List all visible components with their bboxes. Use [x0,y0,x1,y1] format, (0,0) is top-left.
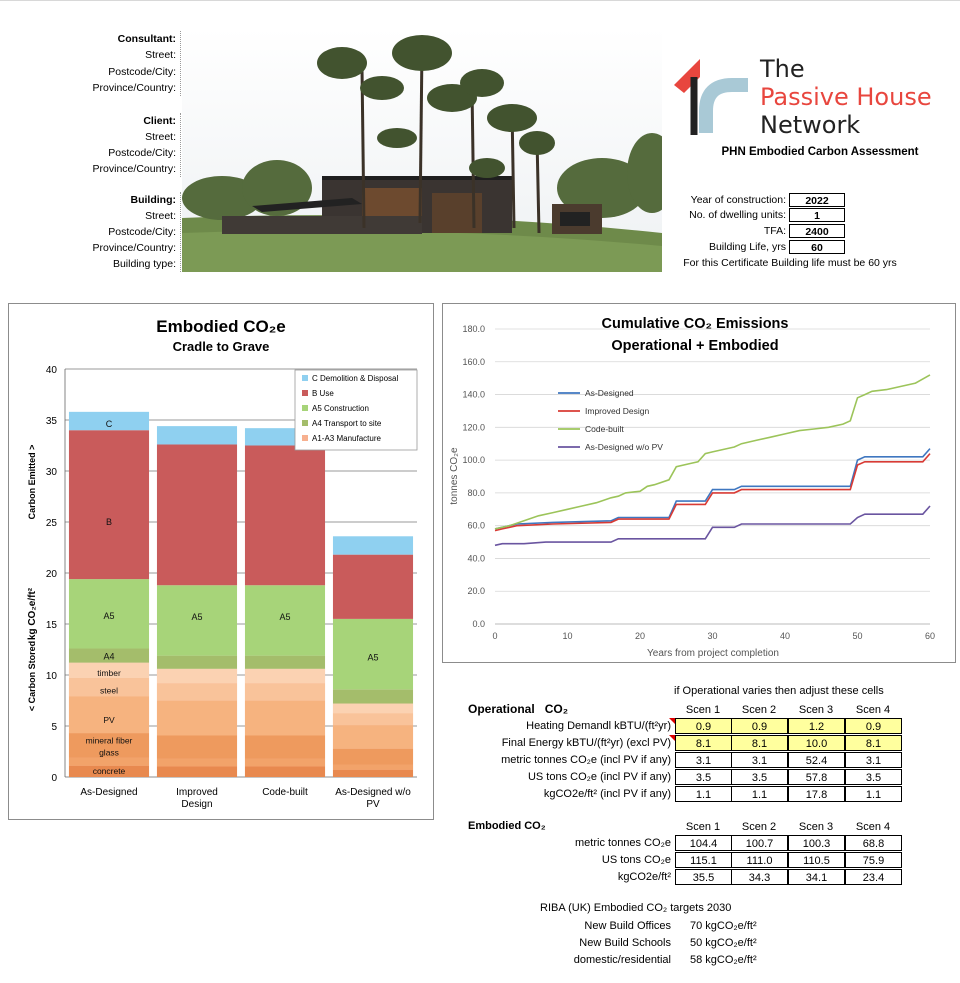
line-legend-item: As-Designed w/o PV [585,442,663,452]
line-y-tick: 120.0 [462,422,485,433]
operational-header: Scen 2 [741,704,777,716]
line-x-tick: 10 [562,631,573,641]
bar-y-tick: 30 [45,467,57,478]
bar-category-label: Code-built [262,787,308,798]
cumulative-line-chart [443,304,955,662]
bar-legend-swatch [302,420,308,426]
line-y-tick: 80.0 [467,487,485,498]
bar-y-tick: 20 [45,569,57,580]
operational-row-label: Heating Demandl kBTU/(ft²yr) [526,720,671,732]
line-x-tick: 50 [852,631,863,641]
client-country-label: Province/Country: [92,163,176,175]
top-border [0,0,960,1]
operational-header: Scen 4 [855,704,891,716]
operational-cell[interactable]: 8.1 [731,735,788,751]
line-y-tick: 100.0 [462,455,485,466]
bar-annotation: A5 [103,610,115,621]
operational-cell[interactable]: 0.9 [675,718,732,734]
bar-segment-b [69,430,149,579]
bar-y-tick: 5 [51,722,57,733]
manufacture-material-band [69,758,149,766]
building-life-value[interactable]: 60 [789,240,845,254]
operational-cell: 52.4 [788,752,845,768]
riba-row-value: 70 kgCO₂e/ft² [690,920,757,932]
embodied-cell: 110.5 [788,852,845,868]
embodied-header: Scen 4 [855,821,891,833]
bar-legend-item: B Use [312,389,334,398]
bar-category-line: As-Designed w/o [335,787,411,798]
client-street-label: Street: [145,131,176,143]
comment-marker-icon [669,735,675,741]
cumulative-chart-panel [442,303,956,663]
operational-row-label: Final Energy kBTU/(ft²yr) (excl PV) [501,737,671,749]
bar-segment-a4 [157,656,237,669]
manufacture-material-band [333,765,413,770]
embodied-header: Scen 2 [741,821,777,833]
embodied-cell: 23.4 [845,869,902,885]
operational-cell: 1.1 [675,786,732,802]
bar-segment-b [245,446,325,586]
line-y-tick: 160.0 [462,356,485,367]
bar-segment-c [157,426,237,444]
bar-annotation: A4 [103,651,115,662]
line-y-tick: 20.0 [467,586,485,597]
operational-cell[interactable]: 8.1 [845,735,902,751]
line-legend-item: Code-built [585,424,624,434]
bar-y-tick: 40 [45,365,57,376]
manufacture-material-band [157,766,237,777]
operational-title [468,702,568,716]
bar-legend-item: A5 Construction [312,404,369,413]
bar-y-tick: 25 [45,518,57,529]
bar-segment-a4 [333,689,413,703]
line-legend-item: Improved Design [585,406,650,416]
operational-header: Scen 3 [798,704,834,716]
bar-legend-item: A4 Transport to site [312,419,382,428]
manufacture-material-band [245,766,325,777]
line-chart-legend [558,388,663,452]
line-y-tick: 0.0 [472,619,485,629]
bar-category-line: Design [181,799,213,810]
manufacture-material-band [157,701,237,736]
line-chart-title: Cumulative CO₂ Emissions [601,316,789,332]
bar-y-tick: 10 [45,671,57,682]
embodied-header: Scen 1 [685,821,721,833]
line-y-tick: 140.0 [462,389,485,400]
bar-y-tick: 15 [45,620,57,631]
riba-row-value: 58 kgCO₂e/ft² [690,954,757,966]
bar-category-line: Improved [176,787,218,798]
manufacture-material-band [333,770,413,777]
bar-y-tick: 0 [51,773,57,784]
tfa-value[interactable]: 2400 [789,224,845,238]
line-x-tick: 40 [779,631,791,641]
line-legend-item: As-Designed [585,388,634,398]
manufacture-material-band [333,725,413,749]
line-x-tick: 0 [492,631,498,641]
operational-cell: 1.1 [845,786,902,802]
bar-chart-subtitle: Cradle to Grave [172,339,270,354]
building-type-label: Building type: [112,258,176,270]
embodied-cell: 35.5 [675,869,732,885]
consultant-street-label: Street: [145,49,176,61]
building-street-label: Street: [145,210,176,222]
bar-annotation: B [105,517,113,527]
operational-cell: 57.8 [788,769,845,785]
operational-title-text: Operational [468,702,535,716]
riba-row-label: New Build Schools [579,937,671,949]
manufacture-material-band [245,735,325,758]
line-series-as-designed [495,449,930,529]
building-life-label: Building Life, yrs [708,241,786,253]
consultant-city-label: Postcode/City: [108,66,176,78]
bar-annotation: glass [99,747,119,758]
embodied-cell: 68.8 [845,835,902,851]
operational-cell[interactable]: 1.2 [788,718,845,734]
building-city-label: Postcode/City: [108,226,176,238]
logo-line-network: Network [760,111,861,139]
riba-row-label: New Build Offices [584,920,671,932]
riba-row-value: 50 kgCO₂e/ft² [690,937,757,949]
line-x-tick: 20 [634,631,646,641]
building-country-label: Province/Country: [92,242,176,254]
client-title: Client: [143,115,176,127]
consultant-country-label: Province/Country: [92,82,176,94]
year-value[interactable]: 2022 [789,193,845,207]
bar-annotation: A5 [367,652,379,663]
operational-row-label: kgCO2e/ft² (incl PV if any) [543,788,671,800]
riba-row-label: domestic/residential [573,954,671,966]
building-title: Building: [130,194,176,206]
bar-annotation: mineral fiber [85,735,133,746]
logo-line-the: The [760,55,805,83]
operational-hint: if Operational varies then adjust these cells [674,685,884,697]
embodied-cell: 100.7 [731,835,788,851]
operational-cell: 17.8 [788,786,845,802]
operational-cell[interactable]: 0.9 [845,718,902,734]
bar-annotation: A5 [191,611,203,622]
client-city-label: Postcode/City: [108,147,176,159]
manufacture-material-band [333,713,413,725]
embodied-cell: 34.1 [788,869,845,885]
bar-y-tick: 35 [45,416,57,427]
operational-cell: 3.5 [845,769,902,785]
operational-cell[interactable]: 8.1 [675,735,732,751]
manufacture-material-band [245,669,325,683]
embodied-cell: 100.3 [788,835,845,851]
manufacture-material-band [245,683,325,700]
line-y-tick: 40.0 [467,553,485,564]
operational-cell: 3.1 [675,752,732,768]
operational-cell[interactable]: 0.9 [731,718,788,734]
line-series-code-built [495,375,930,529]
bar-segment-a4 [245,656,325,669]
manufacture-material-band [157,683,237,700]
tfa-label: TFA: [763,225,786,237]
bar-annotation: concrete [92,765,126,776]
bar-category-label [335,787,411,810]
bar-annotation: steel [100,685,118,696]
line-y-label: tonnes CO₂e [449,447,460,505]
line-y-tick: 180.0 [462,324,485,334]
certificate-note: For this Certificate Building life must be 60 yrs [683,257,897,269]
bar-segment-c [333,536,413,554]
bar-legend-swatch [302,375,308,381]
embodied-cell: 104.4 [675,835,732,851]
year-label: Year of construction: [690,194,786,206]
assessment-title: PHN Embodied Carbon Assessment [721,146,919,158]
manufacture-material-band [157,669,237,683]
embodied-title: Embodied CO₂ [468,820,546,832]
operational-co2-text: CO₂ [544,702,569,716]
bar-y-label-stored: < Carbon Stored [27,640,37,712]
riba-title: RIBA (UK) Embodied CO₂ targets 2030 [540,902,732,914]
consultant-title: Consultant: [117,33,176,45]
line-series-improved-design [495,454,930,531]
logo-mark-icon [670,55,750,137]
bar-category-label [176,787,218,810]
manufacture-material-band [157,735,237,758]
line-x-tick: 30 [707,631,718,641]
passive-house-network-logo [670,55,950,145]
line-x-label: Years from project completion [647,648,779,659]
embodied-cell: 34.3 [731,869,788,885]
operational-header: Scen 1 [685,704,721,716]
manufacture-material-band [245,701,325,736]
embodied-row-label: US tons CO₂e [601,854,671,866]
line-y-tick: 60.0 [467,520,485,531]
bar-y-label-emitted: Carbon Emitted > [27,444,37,520]
bar-segment-b [157,444,237,585]
bar-annotation: C [105,419,113,430]
manufacture-material-band [333,749,413,765]
embodied-bar-chart [9,304,433,819]
operational-cell: 3.1 [731,752,788,768]
units-label: No. of dwelling units: [689,209,786,221]
operational-cell: 3.1 [845,752,902,768]
bar-category-line: PV [366,799,380,810]
embodied-chart-panel [8,303,434,820]
operational-cell: 1.1 [731,786,788,802]
embodied-cell: 75.9 [845,852,902,868]
embodied-header: Scen 3 [798,821,834,833]
manufacture-material-band [333,704,413,714]
line-x-tick: 60 [924,631,936,641]
embodied-cell: 115.1 [675,852,732,868]
bar-annotation: A5 [279,611,291,622]
embodied-cell: 111.0 [731,852,788,868]
bar-y-label: kg CO₂e/ft² [27,587,38,641]
bar-legend-swatch [302,405,308,411]
line-chart-subtitle: Operational + Embodied [611,338,779,354]
operational-row-label: metric tonnes CO₂e (incl PV if any) [501,754,671,766]
logo-line-passive-house: Passive House [760,83,932,111]
operational-cell[interactable]: 10.0 [788,735,845,751]
operational-row-label: US tons CO₂e (incl PV if any) [527,771,671,783]
manufacture-material-band [157,759,237,767]
manufacture-material-band [245,759,325,767]
bar-annotation: timber [97,667,121,678]
embodied-row-label: metric tonnes CO₂e [575,837,671,849]
bar-legend-swatch [302,390,308,396]
embodied-row-label: kgCO2e/ft² [617,871,671,883]
bar-legend-item: C Demolition & Disposal [312,374,399,383]
bar-category-label: As-Designed [80,787,138,798]
units-value[interactable]: 1 [789,208,845,222]
operational-cell: 3.5 [731,769,788,785]
bar-chart-title: Embodied CO₂e [156,317,286,336]
building-rendering-image [182,28,662,272]
bar-segment-b [333,555,413,619]
bar-legend-item: A1-A3 Manufacture [312,434,381,443]
bar-annotation: PV [103,714,115,725]
bar-legend-swatch [302,435,308,441]
comment-marker-icon [669,718,675,724]
operational-cell: 3.5 [675,769,732,785]
bar-chart-legend [295,370,417,450]
